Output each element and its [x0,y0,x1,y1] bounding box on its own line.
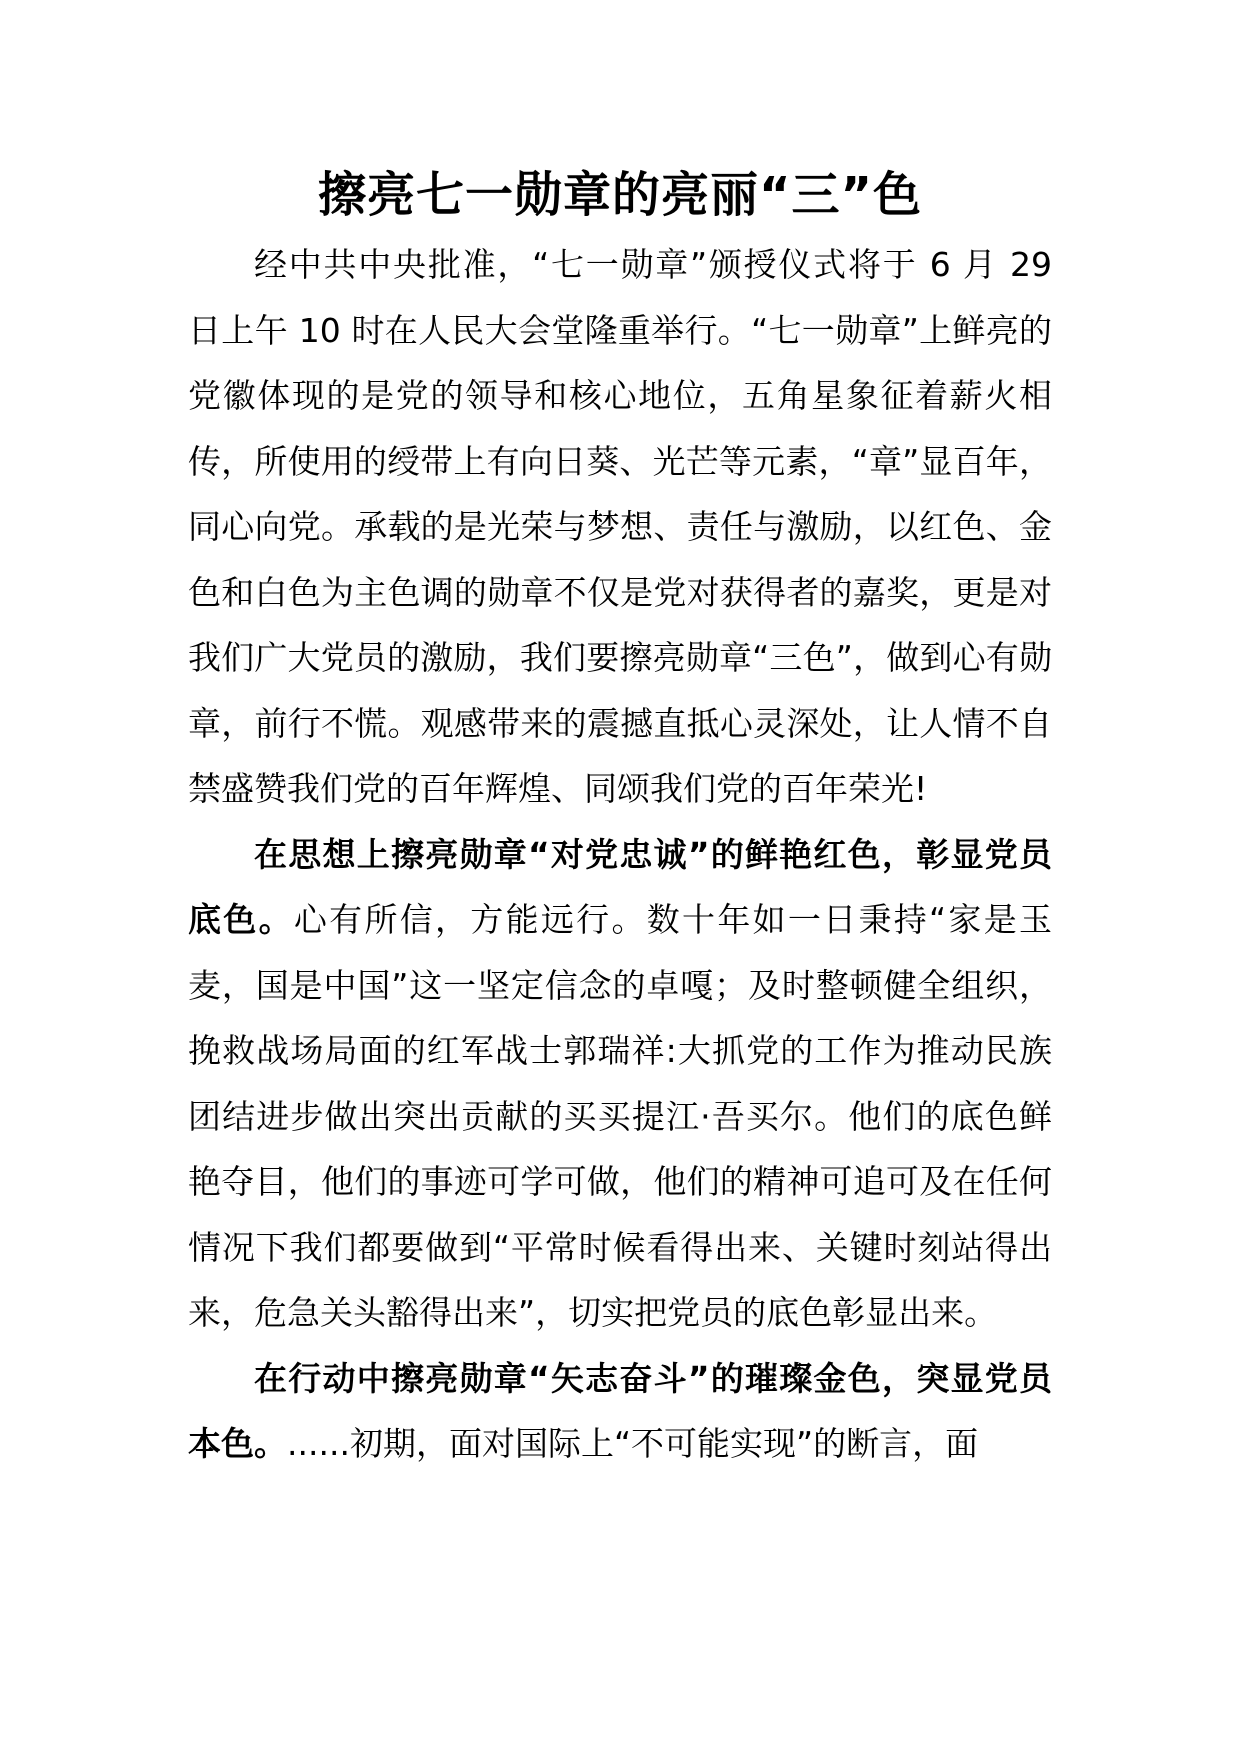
paragraph-3 [188,1346,1052,1477]
document-title: 擦亮七一勋章的亮丽“三”色 [317,167,923,223]
document-body [188,232,1052,1477]
paragraph-3-lead: 在行动中擦亮勋章“矢志奋斗”的璀璨金色，突显党员本色。 [188,1358,1052,1463]
paragraph-2-lead: 在思想上擦亮勋章“对党忠诚”的鲜艳红色，彰显党员底色。 [188,834,1052,939]
paragraph-1-text: 经中共中央批准，“七一勋章”颁授仪式将于 6 月 29 日上午 10 时在人民大会堂隆重举行。“七一勋章”上鲜亮的党徽体现的是党的领导和核心地位，五角星象征着薪火相传，所使用的绶带上有向日葵、光芒等元素，“章”显百年，同心向党。承载的是光荣与梦想、责任与激励，以红色、金色和白色为主色调的勋章不仅是党对获得者的嘉奖，更是对我们广大党员的激励，我们要擦亮勋章“三色”，做到心有勋章，前行不慌。观感带来的震撼直抵心灵深处，让人情不自禁盛赞我们党的百年辉煌、同颂我们党的百年荣光! [188,245,1052,808]
paragraph-2 [188,822,1052,1346]
paragraph-3-text: ......初期，面对国际上“不可能实现”的断言，面 [287,1424,979,1463]
paragraph-1 [188,232,1052,822]
paragraph-2-text: 心有所信，方能远行。数十年如一日秉持“家是玉麦，国是中国”这一坚定信念的卓嘎；及时整顿健全组织，挽救战场局面的红军战士郭瑞祥:大抓党的工作为推动民族团结进步做出突出贡献的买买提江·吾买尔。他们的底色鲜艳夺目，他们的事迹可学可做，他们的精神可追可及在任何情况下我们都要做到“平常时候看得出来、关键时刻站得出来，危急关头豁得出来”，切实把党员的底色彰显出来。 [188,900,1053,1332]
